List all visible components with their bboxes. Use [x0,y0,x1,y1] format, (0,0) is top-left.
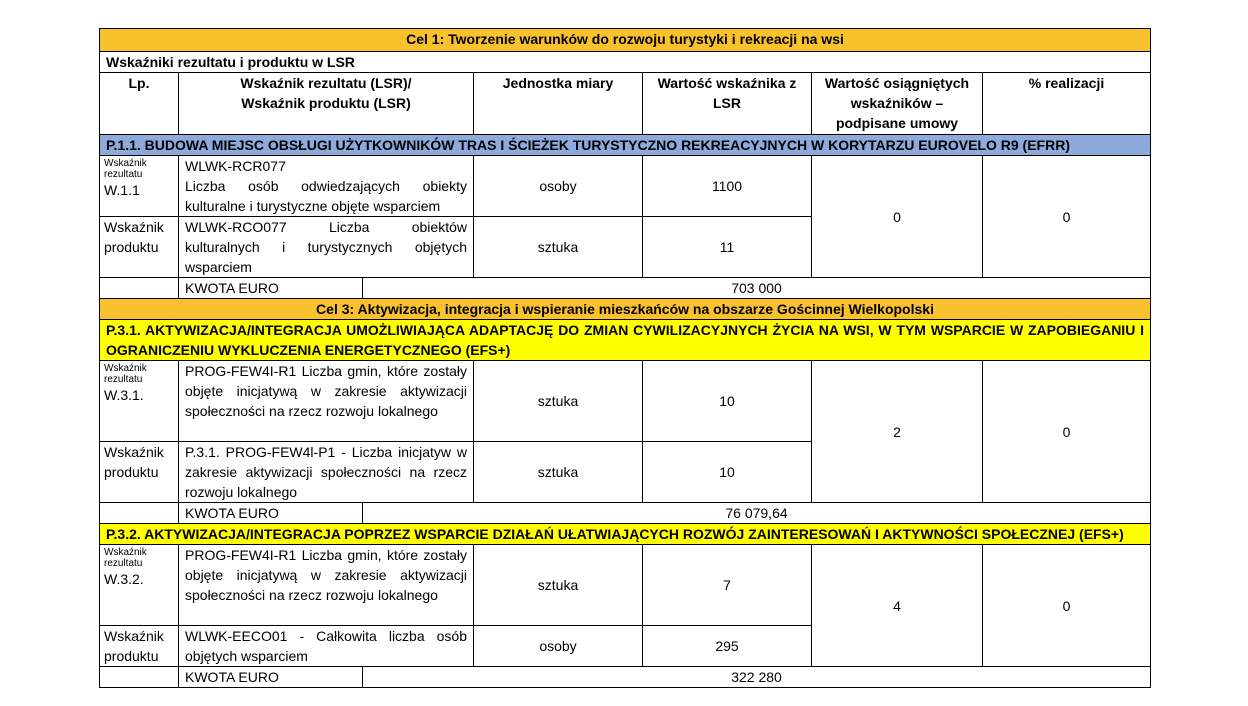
percent-value: 0 [983,545,1151,667]
section-p32-title: P.3.2. AKTYWIZACJA/INTEGRACJA POPRZEZ WSPARCIE DZIAŁAŃ UŁATWIAJĄCYCH ROZWÓJ ZAINTERESOWAŃ I AKTYWNOŚCI SPOŁECZNEJ (EFS+) [100,524,1151,545]
row-unit: sztuka [474,442,643,503]
header-indicator-line2: Wskaźnik produktu (LSR) [241,95,411,111]
row-description: P.3.1. PROG-FEW4l-P1 - Liczba inicjatyw w zakresie aktywizacji społeczności na rzecz rozwoju lokalnego [179,442,474,503]
table-row [100,361,1151,442]
kwota-value: 76 079,64 [363,503,1151,524]
table-subtitle: Wskaźniki rezultatu i produktu w LSR [100,52,1151,73]
goal-3-header: Cel 3: Aktywizacja, integracja i wspieranie mieszkańców na obszarze Gościnnej Wielkopolski [100,299,1151,320]
row-type-small: Wskaźnik rezultatu [104,547,147,569]
header-achieved: Wartość osiągniętych wskaźników – podpisane umowy [812,73,983,135]
row-type-small: Wskaźnik rezultatu [104,158,147,180]
header-indicator [179,73,474,135]
row-unit: sztuka [474,361,643,442]
row-desc-text: Liczba osób odwiedzających obiekty kulturalne i turystyczne objęte wsparciem [185,178,467,214]
row-value: 10 [643,361,812,442]
row-type-cell [100,545,179,626]
row-value: 1100 [643,156,812,217]
kwota-value: 322 280 [363,667,1151,688]
kwota-label: KWOTA EURO [179,667,363,688]
table-row [100,156,1151,217]
row-description: WLWK-EECO01 - Całkowita liczba osób objętych wsparciem [179,626,474,667]
row-type-small: Wskaźnik rezultatu [104,363,147,385]
row-type-cell [100,156,179,217]
achieved-value: 4 [812,545,983,667]
achieved-value: 2 [812,361,983,503]
row-unit: sztuka [474,545,643,626]
row-code: W.3.1. [104,387,144,403]
kwota-label: KWOTA EURO [179,503,363,524]
header-indicator-line1: Wskaźnik rezultatu (LSR)/ [240,75,412,91]
row-code: W.3.2. [104,571,144,587]
row-type: Wskaźnik produktu [100,626,179,667]
row-unit: osoby [474,156,643,217]
header-lp: Lp. [100,73,179,135]
header-value: Wartość wskaźnika z LSR [643,73,812,135]
row-value: 7 [643,545,812,626]
row-description [179,156,474,217]
goal-1-header: Cel 1: Tworzenie warunków do rozwoju turystyki i rekreacji na wsi [100,29,1151,52]
row-type: Wskaźnik produktu [100,217,179,278]
row-description: WLWK-RCO077 Liczba obiektów kulturalnych i turystycznych objętych wsparciem [179,217,474,278]
header-percent: % realizacji [983,73,1151,135]
row-value: 10 [643,442,812,503]
row-desc-code: WLWK-RCR077 [185,158,286,174]
row-unit: osoby [474,626,643,667]
row-description: PROG-FEW4I-R1 Liczba gmin, które zostały objęte inicjatywą w zakresie aktywizacji społeczności na rzecz rozwoju lokalnego [179,545,474,626]
row-value: 11 [643,217,812,278]
indicators-table [99,28,1151,688]
table-row [100,545,1151,626]
row-type-cell [100,361,179,442]
row-unit: sztuka [474,217,643,278]
header-unit: Jednostka miary [474,73,643,135]
achieved-value: 0 [812,156,983,278]
section-p31-title: P.3.1. AKTYWIZACJA/INTEGRACJA UMOŻLIWIAJĄCA ADAPTACJĘ DO ZMIAN CYWILIZACYJNYCH ŻYCIA NA WSI, W TYM WSPARCIE W ZAPOBIEGANIU I OGRANICZENIU WYKLUCZENIA ENERGETYCZNEGO (EFS+) [100,320,1151,361]
kwota-label: KWOTA EURO [179,278,363,299]
row-type: Wskaźnik produktu [100,442,179,503]
percent-value: 0 [983,156,1151,278]
row-value: 295 [643,626,812,667]
percent-value: 0 [983,361,1151,503]
kwota-value: 703 000 [363,278,1151,299]
row-description: PROG-FEW4I-R1 Liczba gmin, które zostały objęte inicjatywą w zakresie aktywizacji społeczności na rzecz rozwoju lokalnego [179,361,474,442]
section-p11-title: P.1.1. BUDOWA MIEJSC OBSŁUGI UŻYTKOWNIKÓW TRAS I ŚCIEŻEK TURYSTYCZNO REKREACYJNYCH W KORYTARZU EUROVELO R9 (EFRR) [100,135,1151,156]
row-code: W.1.1 [104,182,140,198]
